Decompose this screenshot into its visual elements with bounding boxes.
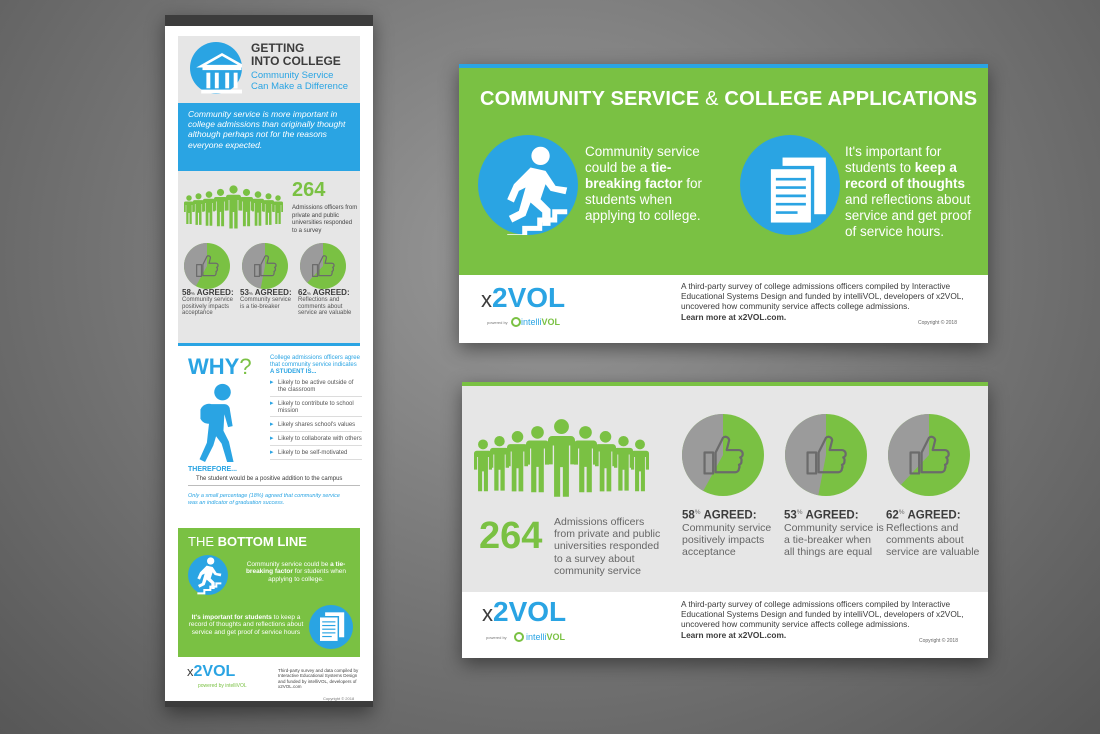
thumbs-up-icon	[300, 243, 346, 289]
poster-title: GETTING INTO COLLEGE	[251, 41, 341, 68]
thumbs-up-icon	[184, 243, 230, 289]
powered-by: powered by intelliVOL	[198, 683, 247, 689]
agreement-stat: 62% AGREED: Reflections and comments about service are valuable	[298, 288, 352, 316]
therefore-heading: THEREFORE...	[188, 466, 238, 473]
footnote: Only a small percentage (18%) agreed that community service was an indicator of graduation success.	[188, 493, 340, 506]
crowd-of-people-icon	[474, 412, 652, 508]
x2vol-logo: x2VOL	[482, 596, 567, 627]
documents-icon	[309, 605, 353, 649]
therefore-text: The student would be a positive addition to the campus	[188, 476, 360, 486]
list-item: ▸ Likely to be self-motivated	[270, 450, 362, 460]
x2vol-logo: x2VOL	[187, 663, 236, 680]
list-item: ▸ Likely to be active outside of the classroom	[270, 380, 362, 397]
list-item: ▸ Likely to collaborate with others	[270, 436, 362, 446]
why-list	[270, 380, 362, 464]
stat-number: 264	[479, 515, 543, 557]
copyright: Copyright © 2018	[919, 638, 958, 644]
stairs-climber-icon	[478, 135, 578, 235]
footer-text: A third-party survey of college admissions officers compiled by Interactive Educational Systems Design and funded by intelliVOL, developers of x2VOL, uncovered how community service affects college admissions.	[681, 599, 964, 629]
stat-description: Admissions officers from private and public universities responded to a survey	[292, 205, 358, 234]
bottom-line-title: THE BOTTOM LINE	[188, 534, 307, 549]
powered-by: powered by	[487, 320, 508, 325]
intellivol-logo: intelliVOL	[526, 632, 566, 642]
list-item: ▸ Likely to contribute to school mission	[270, 401, 362, 418]
section-divider	[178, 343, 360, 346]
stats-section	[178, 171, 360, 343]
agreement-stat: 58% AGREED: Community service positively impacts acceptance	[682, 509, 772, 559]
agreement-stat: 62% AGREED: Reflections and comments about service are valuable	[886, 509, 980, 559]
learn-more-link[interactable]: Learn more at x2VOL.com.	[681, 312, 787, 322]
stat-description: Admissions officers from private and public universities responded to a survey about community service	[554, 516, 661, 577]
crowd-of-people-icon	[184, 183, 288, 231]
x2vol-logo: x2VOL	[481, 282, 566, 313]
record-text: It's important for students to keep a record of thoughts and reflections about service and get proof of service hours.	[845, 144, 972, 239]
bottom-line-point: Community service could be a tie-breaking factor for students when applying to college.	[245, 561, 347, 583]
bottom-line-section	[178, 528, 360, 657]
documents-icon	[740, 135, 840, 235]
learn-more-link[interactable]: Learn more at x2VOL.com.	[681, 630, 787, 640]
survey-stats-card	[462, 382, 988, 658]
agreement-stat: 53% AGREED: Community service is a tie-breaker	[240, 288, 292, 310]
intellivol-logo-icon	[511, 317, 521, 327]
footer-text: A third-party survey of college admissions officers compiled by Interactive Educational Systems Design and funded by intelliVOL, developers of x2VOL, uncovered how community service affects college admissions.	[681, 281, 964, 311]
copyright: Copyright © 2018	[918, 320, 957, 326]
footer-text: Third-party survey and data compiled by Interactive Educational Systems Design and funded by intelliVOL, developers of x2VOL.com	[278, 668, 359, 690]
bottom-bar	[165, 701, 373, 707]
poster-header	[178, 36, 360, 113]
why-intro: College admissions officers agree that community service indicates A STUDENT IS...	[270, 355, 360, 375]
powered-by: powered by	[486, 635, 507, 640]
tie-breaker-text: Community service could be a tie-breaking factor for students when applying to college.	[585, 144, 703, 223]
agreement-stat: 58% AGREED: Community service positively impacts acceptance	[182, 288, 234, 316]
stat-number: 264	[292, 179, 326, 201]
thumbs-up-icon	[888, 414, 970, 496]
intellivol-logo-icon	[514, 632, 524, 642]
college-building-icon	[190, 42, 242, 94]
community-service-card	[459, 64, 988, 343]
intellivol-logo: intelliVOL	[521, 317, 561, 327]
poster-subtitle: Community Service Can Make a Difference	[251, 70, 348, 92]
walking-student-icon	[189, 382, 245, 474]
why-heading: WHY?	[188, 354, 252, 379]
agreement-stat: 53% AGREED: Community service is a tie-breaker when all things are equal	[784, 509, 884, 559]
infographic-poster	[165, 15, 373, 707]
copyright: Copyright © 2018	[323, 696, 355, 701]
thumbs-up-icon	[682, 414, 764, 496]
intro-text: Community service is more important in college admissions than originally thought although perhaps not for the reasons everyone expected.	[178, 103, 360, 171]
list-item: ▸ Likely shares school's values	[270, 422, 362, 432]
bottom-line-point: It's important for students to keep a record of thoughts and reflections about service and get proof of service hours	[188, 614, 304, 636]
pie-slice	[242, 243, 265, 289]
stairs-climber-icon	[188, 555, 228, 595]
top-bar	[165, 15, 373, 26]
card-title: COMMUNITY SERVICE & COLLEGE APPLICATIONS	[480, 88, 978, 110]
thumbs-up-icon	[242, 243, 288, 289]
pie-slice	[785, 414, 826, 495]
thumbs-up-icon	[785, 414, 867, 496]
